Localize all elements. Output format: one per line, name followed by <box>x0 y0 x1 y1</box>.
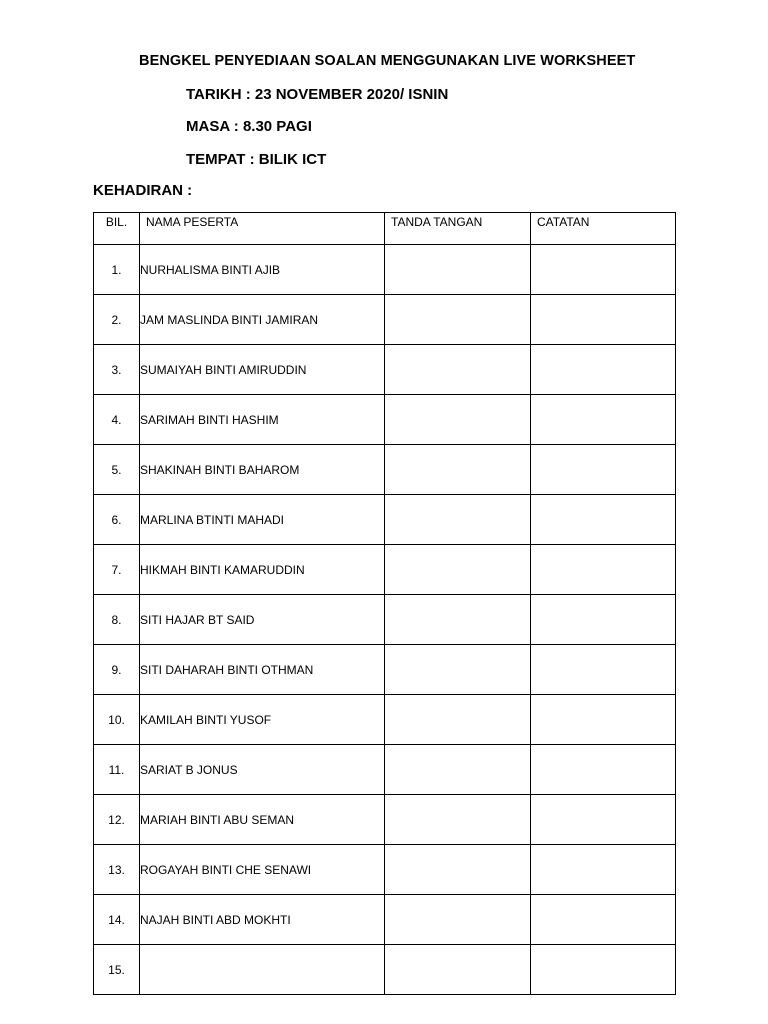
table-row <box>94 545 676 595</box>
row-number: 2. <box>94 295 140 345</box>
participant-name: ROGAYAH BINTI CHE SENAWI <box>140 845 385 895</box>
signature-cell <box>385 895 531 945</box>
participant-name: MARLINA BTINTI MAHADI <box>140 495 385 545</box>
signature-cell <box>385 295 531 345</box>
table-row <box>94 845 676 895</box>
signature-cell <box>385 545 531 595</box>
notes-cell <box>531 645 676 695</box>
participant-name: MARIAH BINTI ABU SEMAN <box>140 795 385 845</box>
column-header-tanda-tangan: TANDA TANGAN <box>385 213 531 245</box>
signature-cell <box>385 445 531 495</box>
participant-name <box>140 945 385 995</box>
participant-name: NURHALISMA BINTI AJIB <box>140 245 385 295</box>
row-number: 9. <box>94 645 140 695</box>
row-number: 3. <box>94 345 140 395</box>
participant-name: SARIMAH BINTI HASHIM <box>140 395 385 445</box>
table-row <box>94 595 676 645</box>
notes-cell <box>531 245 676 295</box>
attendance-table <box>93 212 676 995</box>
notes-cell <box>531 595 676 645</box>
participant-name: JAM MASLINDA BINTI JAMIRAN <box>140 295 385 345</box>
table-row <box>94 295 676 345</box>
table-row <box>94 945 676 995</box>
participant-name: SITI HAJAR BT SAID <box>140 595 385 645</box>
signature-cell <box>385 245 531 295</box>
column-header-bil: BIL. <box>94 213 140 245</box>
notes-cell <box>531 945 676 995</box>
notes-cell <box>531 395 676 445</box>
table-row <box>94 745 676 795</box>
participant-name: NAJAH BINTI ABD MOKHTI <box>140 895 385 945</box>
notes-cell <box>531 895 676 945</box>
column-header-catatan: CATATAN <box>531 213 676 245</box>
event-date: TARIKH : 23 NOVEMBER 2020/ ISNIN <box>186 86 449 103</box>
event-time: MASA : 8.30 PAGI <box>186 118 312 135</box>
event-place: TEMPAT : BILIK ICT <box>186 151 327 168</box>
notes-cell <box>531 295 676 345</box>
notes-cell <box>531 695 676 745</box>
attendance-heading: KEHADIRAN : <box>93 182 193 199</box>
table-row <box>94 645 676 695</box>
table-row <box>94 495 676 545</box>
table-row <box>94 445 676 495</box>
row-number: 13. <box>94 845 140 895</box>
participant-name: SUMAIYAH BINTI AMIRUDDIN <box>140 345 385 395</box>
row-number: 11. <box>94 745 140 795</box>
notes-cell <box>531 795 676 845</box>
table-row <box>94 345 676 395</box>
document-title: BENGKEL PENYEDIAAN SOALAN MENGGUNAKAN LIVE WORKSHEET <box>139 53 636 69</box>
signature-cell <box>385 395 531 445</box>
table-row <box>94 245 676 295</box>
row-number: 1. <box>94 245 140 295</box>
signature-cell <box>385 645 531 695</box>
notes-cell <box>531 495 676 545</box>
signature-cell <box>385 795 531 845</box>
notes-cell <box>531 545 676 595</box>
signature-cell <box>385 945 531 995</box>
notes-cell <box>531 445 676 495</box>
participant-name: KAMILAH BINTI YUSOF <box>140 695 385 745</box>
participant-name: SITI DAHARAH BINTI OTHMAN <box>140 645 385 695</box>
row-number: 4. <box>94 395 140 445</box>
notes-cell <box>531 345 676 395</box>
table-row <box>94 695 676 745</box>
row-number: 12. <box>94 795 140 845</box>
row-number: 5. <box>94 445 140 495</box>
row-number: 14. <box>94 895 140 945</box>
participant-name: SHAKINAH BINTI BAHAROM <box>140 445 385 495</box>
row-number: 15. <box>94 945 140 995</box>
signature-cell <box>385 845 531 895</box>
signature-cell <box>385 595 531 645</box>
column-header-nama-peserta: NAMA PESERTA <box>140 213 385 245</box>
table-row <box>94 395 676 445</box>
participant-name: SARIAT B JONUS <box>140 745 385 795</box>
row-number: 7. <box>94 545 140 595</box>
table-header-row <box>94 213 676 245</box>
signature-cell <box>385 345 531 395</box>
table-row <box>94 795 676 845</box>
notes-cell <box>531 845 676 895</box>
notes-cell <box>531 745 676 795</box>
table-row <box>94 895 676 945</box>
participant-name: HIKMAH BINTI KAMARUDDIN <box>140 545 385 595</box>
row-number: 6. <box>94 495 140 545</box>
signature-cell <box>385 695 531 745</box>
row-number: 10. <box>94 695 140 745</box>
signature-cell <box>385 745 531 795</box>
row-number: 8. <box>94 595 140 645</box>
signature-cell <box>385 495 531 545</box>
